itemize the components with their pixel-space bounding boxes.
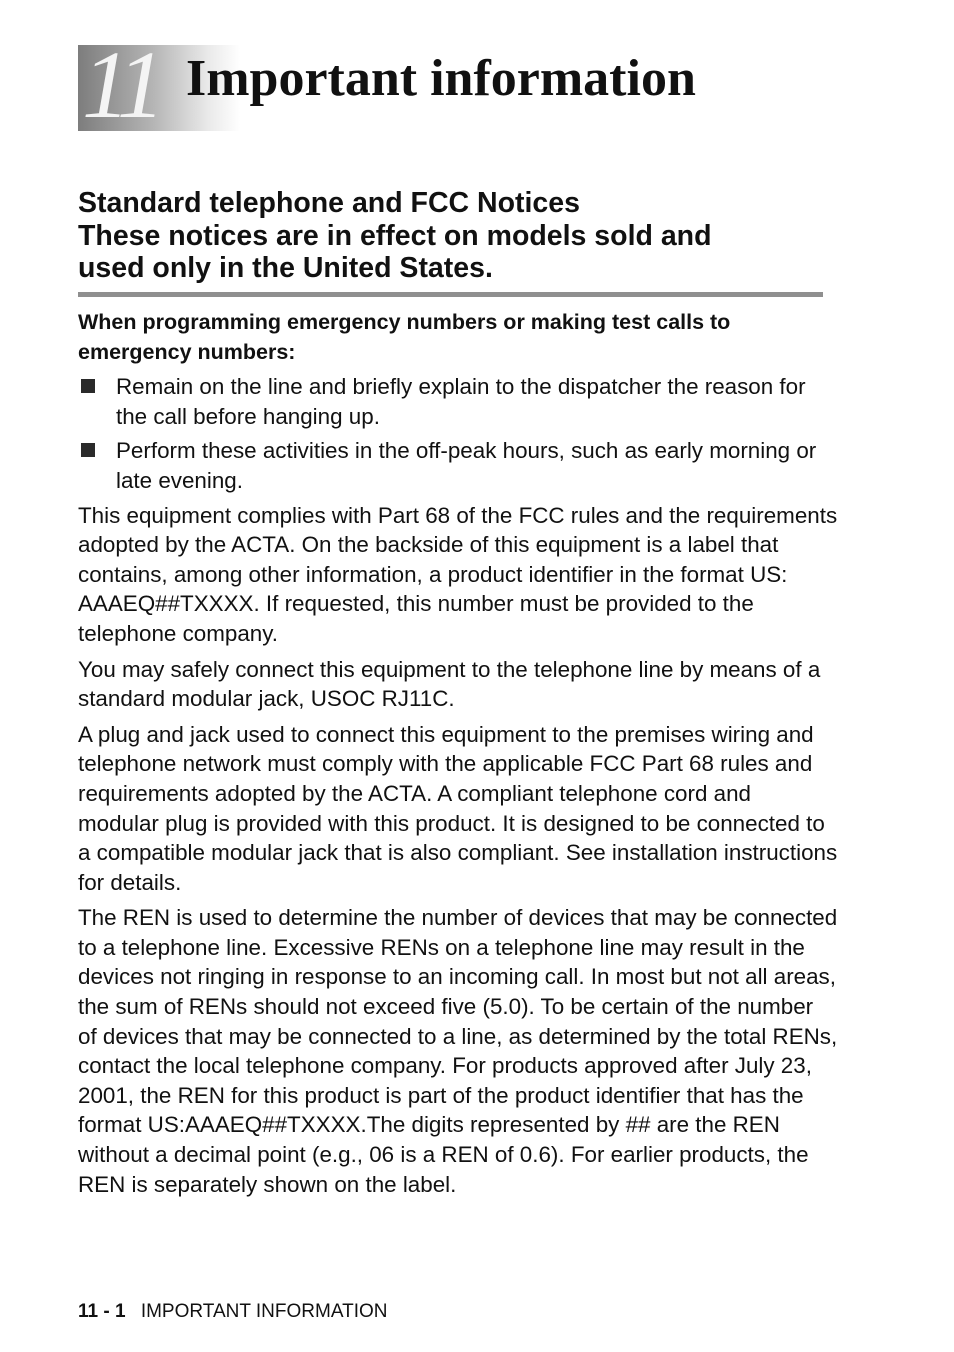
chapter-header: [78, 31, 878, 138]
section-divider: [78, 292, 823, 297]
body-content: [78, 308, 838, 1205]
section-title: [78, 187, 838, 285]
section-title-line: Standard telephone and FCC Notices: [78, 187, 580, 219]
paragraph-fcc-compliance: This equipment complies with Part 68 of the FCC rules and the requirements adopted by the ACTA. On the backside of this equipment is a label that contains, among other information, a product identifier in the format US: AAAEQ##TXXXX. If requested, this number must be provided to the telephone company.: [78, 502, 838, 646]
bullet-list: [78, 372, 838, 495]
page-footer: [78, 1301, 387, 1323]
list-item: [78, 436, 838, 495]
square-bullet-icon: [81, 443, 95, 457]
emergency-heading: When programming emergency numbers or making test calls to emergency numbers:: [78, 310, 731, 364]
list-item: [78, 372, 838, 431]
chapter-title: Important information: [186, 50, 696, 107]
section-title-line: used only in the United States.: [78, 252, 493, 284]
paragraph-connection: You may safely connect this equipment to the telephone line by means of a standard modular jack, USOC RJ11C.: [78, 656, 821, 712]
page-number: 11 - 1: [78, 1301, 126, 1322]
list-item-text: Remain on the line and briefly explain to the dispatcher the reason for the call before hanging up.: [116, 374, 806, 429]
section-title-line: These notices are in effect on models sold and: [78, 219, 712, 252]
chapter-number: 11: [82, 31, 159, 138]
footer-label: IMPORTANT INFORMATION: [140, 1301, 388, 1322]
list-item-text: Perform these activities in the off-peak hours, such as early morning or late evening.: [116, 438, 817, 493]
paragraph-plug-jack: A plug and jack used to connect this equipment to the premises wiring and telephone network must comply with the applicable FCC Part 68 rules and requirements adopted by the ACTA. A compliant telephone cord and modular plug is provided with this product. It is designed to be connected to a compatible modular jack that is also compliant. See installation instructions for details.: [78, 721, 838, 895]
square-bullet-icon: [81, 379, 95, 393]
paragraph-ren: The REN is used to determine the number of devices that may be connected to a telephone line. Excessive RENs on a telephone line may result in the devices not ringing in response to an incoming call. In most but not all areas, the sum of RENs should not exceed five (5.0). To be certain of the number of devices that may be connected to a line, as determined by the total RENs, contact the local telephone company. For products approved after July 23, 2001, the REN for this product is part of the product identifier that has the format US:AAAEQ##TXXXX.The digits represented by ## are the REN without a decimal point (e.g., 06 is a REN of 0.6). For earlier products, the REN is separately shown on the label.: [78, 905, 838, 1197]
